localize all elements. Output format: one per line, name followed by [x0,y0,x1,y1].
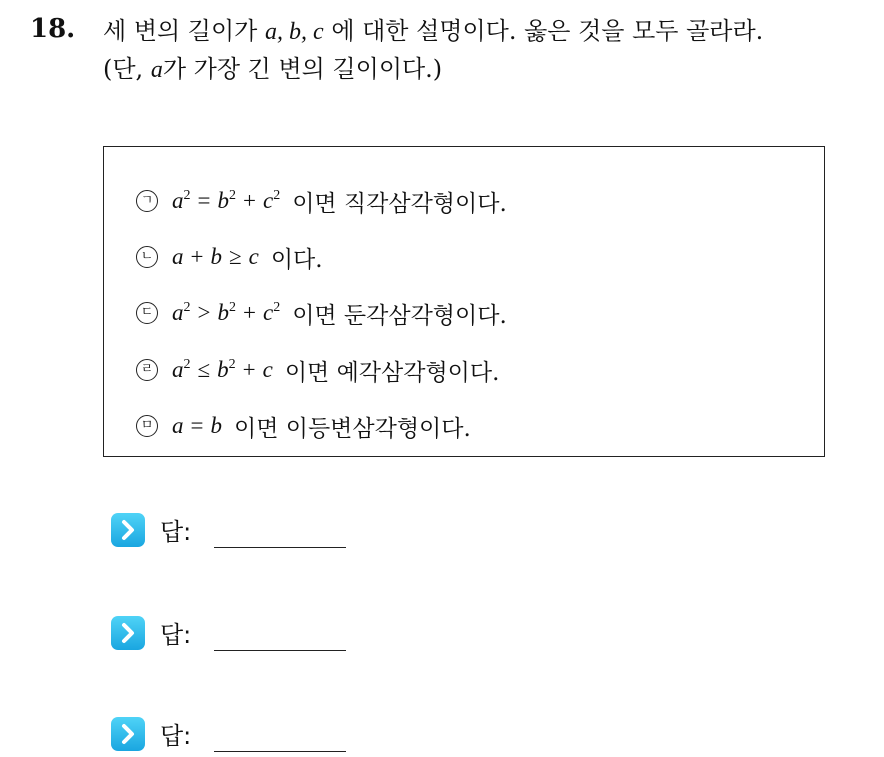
chevron-right-icon [111,717,145,751]
choice-text: 이면 예각삼각형이다. [284,359,500,386]
question-number: 18. [30,14,76,44]
choice-item-2 [136,240,323,274]
choice-expression: a + b ≥ c [172,244,259,269]
choice-item-5 [136,409,471,443]
choice-mark: ㄹ [136,359,158,381]
choice-mark: ㅁ [136,415,158,437]
choice-item-1 [136,184,507,218]
question-stem-line1 [103,14,763,49]
answer-label: 답: [160,621,192,649]
choice-text: 이면 둔각삼각형이다. [292,302,507,329]
choice-text: 이면 이등변삼각형이다. [233,415,471,442]
choice-expression: $a^2 = b^2 + c^2$ [172,188,281,213]
answer-label: 답: [160,722,192,750]
choices-box [103,146,825,457]
choice-text: 이다. [270,246,323,273]
choice-expression: $a^2 \le b^2 + c$ [172,357,273,382]
stem-open: (단, [103,55,144,83]
chevron-right-icon [111,616,145,650]
answer-blank[interactable] [214,650,346,651]
answer-blank[interactable] [214,547,346,548]
choice-expression: $a^2 > b^2 + c^2$ [172,300,281,325]
choice-text: 이면 직각삼각형이다. [292,190,507,217]
stem-text-b: 에 대한 설명이다. 옳은 것을 모두 골라라. [331,17,764,45]
answer-blank[interactable] [214,751,346,752]
question-stem-line2 [103,52,442,87]
stem-variables: a, b, c [265,19,324,45]
choice-mark: ㄱ [136,190,158,212]
stem-variable-a: a [150,57,163,83]
stem-rest: 가 가장 긴 변의 길이이다.) [162,55,443,83]
choice-item-4 [136,353,499,387]
choice-expression: a = b [172,413,222,438]
choice-mark: ㄷ [136,302,158,324]
choice-item-3 [136,296,507,330]
answer-label: 답: [160,518,192,546]
choice-mark: ㄴ [136,246,158,268]
stem-text-a: 세 변의 길이가 [103,17,258,45]
chevron-right-icon [111,513,145,547]
